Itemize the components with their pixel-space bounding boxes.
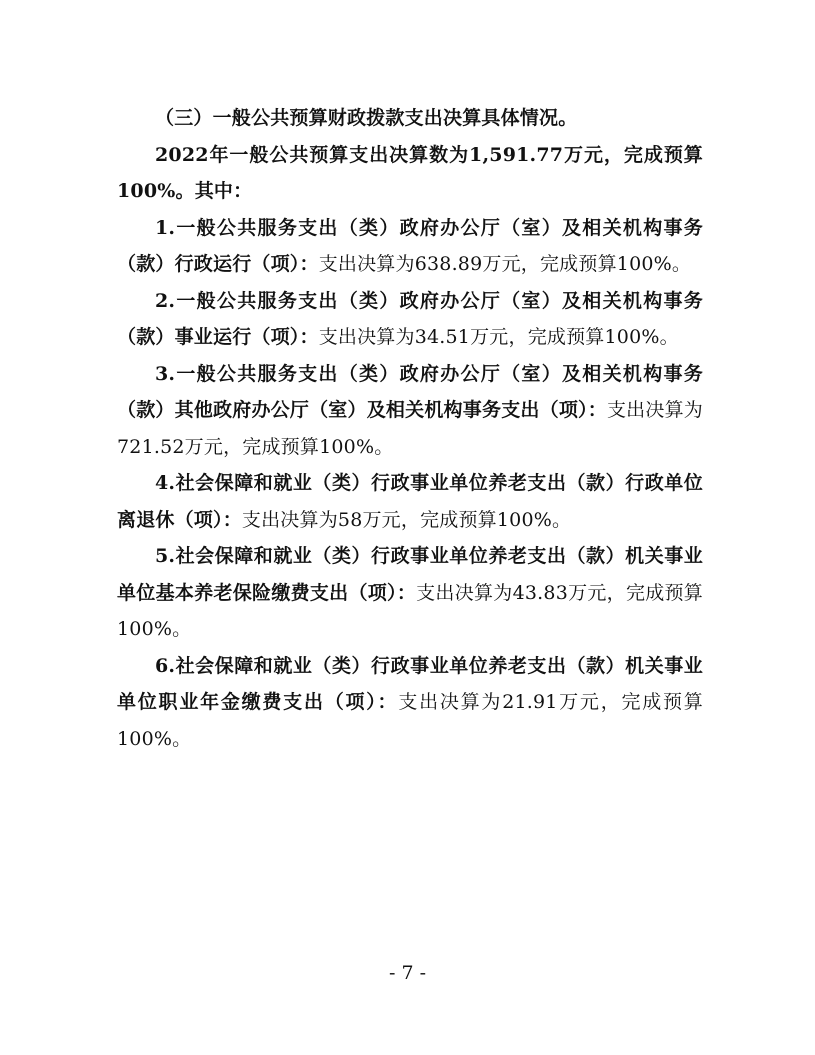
item-label: 5.社会保障和就业（类）行政事业单位养老支出（款）机关事业单位基本养老保险缴费支出（项）：: [117, 545, 703, 604]
expenditure-item-1: [117, 210, 703, 283]
summary-paragraph: 2022年一般公共预算支出决算数为1,591.77万元，完成预算100%。其中：: [117, 143, 703, 202]
expenditure-item-5: [117, 538, 703, 648]
item-detail: 支出决算为43.83万元，完成预算100%。: [117, 581, 704, 640]
item-label: 4.社会保障和就业（类）行政事业单位养老支出（款）行政单位离退休（项）：: [117, 472, 703, 531]
item-label: 6.社会保障和就业（类）行政事业单位养老支出（款）机关事业单位职业年金缴费支出（项）：: [117, 654, 703, 713]
item-detail: 支出决算为721.52万元，完成预算100%。: [117, 399, 703, 458]
expenditure-item-4: [117, 465, 703, 538]
item-detail: 支出决算为21.91万元，完成预算100%。: [117, 691, 703, 750]
item-detail: 支出决算为34.51万元，完成预算100%。: [318, 326, 679, 348]
item-label: 1.一般公共服务支出（类）政府办公厅（室）及相关机构事务（款）行政运行（项）：: [117, 216, 703, 275]
item-label: 3.一般公共服务支出（类）政府办公厅（室）及相关机构事务（款）其他政府办公厅（室）及相关机构事务支出（项）：: [117, 362, 703, 421]
item-detail: 支出决算为638.89万元，完成预算100%。: [318, 253, 692, 275]
item-label: 2.一般公共服务支出（类）政府办公厅（室）及相关机构事务（款）事业运行（项）：: [117, 289, 703, 348]
expenditure-item-2: [117, 283, 703, 356]
item-detail: 支出决算为58万元，完成预算100%。: [241, 508, 572, 531]
expenditure-item-6: [117, 648, 703, 758]
expenditure-item-3: [117, 356, 703, 466]
page-number: - 7 -: [388, 962, 426, 984]
document-body: [117, 100, 703, 757]
section-heading: （三）一般公共预算财政拨款支出决算具体情况。: [155, 107, 578, 129]
